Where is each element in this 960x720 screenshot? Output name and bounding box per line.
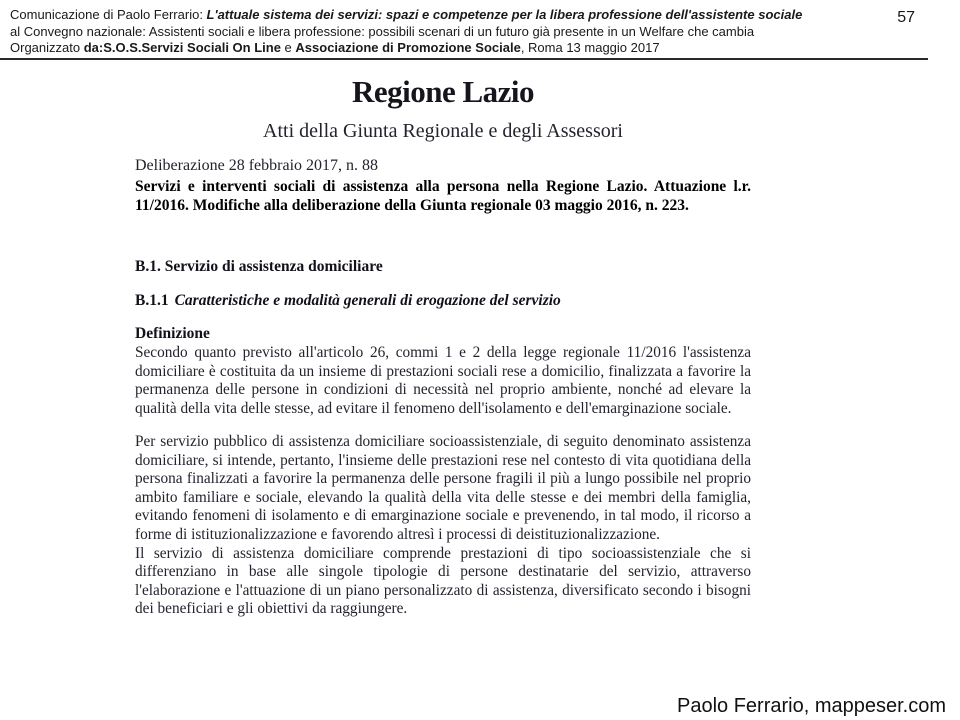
header-organized-prefix: Organizzato	[10, 40, 84, 55]
header-event-date: , Roma 13 maggio 2017	[520, 40, 660, 55]
header-communication-prefix: Comunicazione di Paolo Ferrario:	[10, 7, 207, 22]
header-organizer-1: da:S.O.S.Servizi Sociali On Line	[83, 40, 281, 55]
header-organizer-conjunction: e	[280, 40, 296, 55]
header-organizer-2: Associazione di Promozione Sociale	[295, 40, 521, 55]
definition-paragraph-3: Il servizio di assistenza domiciliare comprende prestazioni di tipo socioassistenziale che si differenziano in base alle singole tipologie di persone destinatarie del servizio, attraverso l'elaborazione e l'attuazione di un piano personalizzato di assistenza, diversificato secondo i bisogni dei beneficiari e gli obiettivi da raggiungere.	[135, 544, 751, 618]
deliberation-subject: Servizi e interventi sociali di assistenza alla persona nella Regione Lazio. Attuazione l.r. 11/2016. Modifiche alla deliberazione della Giunta regionale 03 maggio 2016, n. 223.	[135, 178, 751, 214]
definition-paragraphs-2-3	[135, 433, 751, 619]
slide-header	[10, 7, 870, 57]
document-subtitle: Atti della Giunta Regionale e degli Assessori	[263, 120, 623, 142]
section-heading-b1: B.1. Servizio di assistenza domiciliare	[135, 258, 383, 275]
deliberation-line: Deliberazione 28 febbraio 2017, n. 88	[135, 157, 379, 174]
definition-paragraph-2: Per servizio pubblico di assistenza domiciliare socioassistenziale, di seguito denominato assistenza domiciliare, si intende, pertanto, l'insieme delle prestazioni rese nel contesto di vita quotidiana della persona finalizzati a favorire la permanenza delle persone fragili il più a lungo possibile nel proprio ambito familiare e sociale, elevando la qualità della vita delle stesse e dei membri della famiglia, evitando fenomeni di isolamento e di emarginazione sociale e prevenendo, in tal modo, il ricorso a forme di istituzionalizzazione e favorendo altresì i processi di deistituzionalizzazione.	[135, 433, 751, 543]
header-line-3	[10, 40, 870, 57]
page-number: 57	[897, 9, 915, 26]
section-b11-number: B.1.1	[135, 292, 169, 309]
definition-paragraph-1: Secondo quanto previsto all'articolo 26, commi 1 e 2 della legge regionale 11/2016 l'assistenza domiciliare è costituita da un insieme di prestazioni sociali rese a domicilio, finalizzata a favorire la permanenza delle persone in condizioni di necessità nel proprio ambiente, nonché ad elevare la qualità della vita delle stesse, ad evitare il fenomeno dell'isolamento e dell'emarginazione sociale.	[135, 344, 751, 417]
footer-author-credit: Paolo Ferrario, mappeser.com	[676, 695, 946, 717]
section-heading-b11	[135, 292, 751, 310]
header-line-1	[10, 7, 870, 24]
document-title: Regione Lazio	[351, 74, 535, 109]
header-line-2: al Convegno nazionale: Assistenti sociali e libera professione: possibili scenari di un futuro già presente in un Welfare che cambia	[10, 23, 755, 39]
section-b11-title: Caratteristiche e modalità generali di erogazione del servizio	[174, 292, 561, 309]
definition-label: Definizione	[135, 325, 210, 342]
header-communication-title: L'attuale sistema dei servizi: spazi e competenze per la libera professione dell'assistente sociale	[206, 7, 803, 22]
header-divider-rule	[0, 58, 928, 60]
